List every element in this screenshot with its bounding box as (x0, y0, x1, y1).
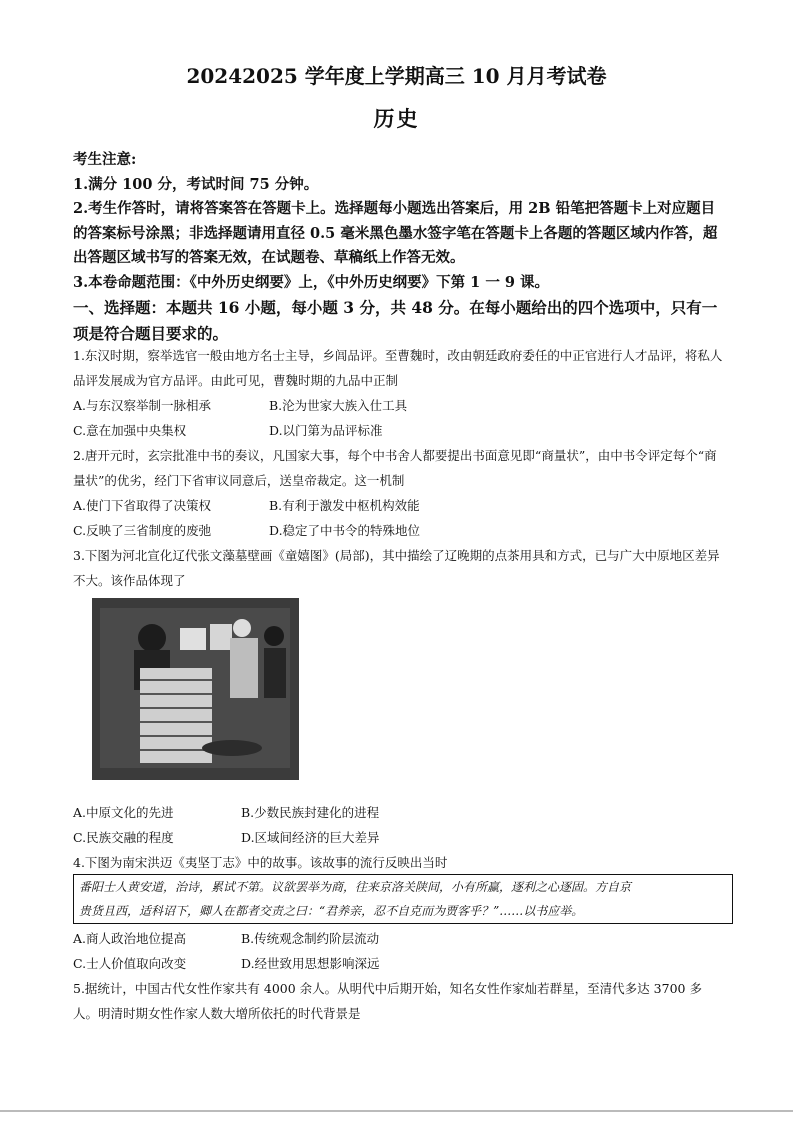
question-stem: 2.唐开元时，玄宗批准中书的奏议，凡国家大事，每个中书舍人都要提出书面意见即“商量状”，由中书令评定每个“商量状”的优劣，经门下省审议同意后，送皇帝裁定。这一机制 (73, 448, 717, 488)
option-b[interactable]: B.少数民族封建化的进程 (241, 805, 380, 820)
mural-illustration (92, 598, 299, 780)
options-row (73, 418, 723, 443)
option-d[interactable]: D.以门第为品评标准 (269, 423, 383, 438)
quote-line: 番阳士人黄安道，治诗，累试不第。议欲罢举为商，往来京洛关陕间，小有所赢，逐利之心逐固。方自京 (79, 880, 632, 894)
question-5 (73, 976, 723, 1026)
exam-notes (73, 148, 723, 295)
options-row (73, 518, 723, 543)
question-3-stem (73, 543, 723, 593)
options-row (73, 493, 723, 518)
question-stem: 1.东汉时期，察举选官一般由地方名士主导，乡闾品评。至曹魏时，改由朝廷政府委任的中正官进行人才品评，将私人品评发展成为官方品评。由此可见，曹魏时期的九品中正制 (73, 348, 723, 388)
mural-image (92, 598, 299, 780)
option-c[interactable]: C.意在加强中央集权 (73, 423, 187, 438)
note-item: 3.本卷命题范围：《中外历史纲要》上，《中外历史纲要》下第 1 一 9 课。 (73, 273, 550, 291)
note-item: 1.满分 100 分，考试时间 75 分钟。 (73, 175, 319, 193)
subject-title: 历史 (373, 106, 420, 131)
option-c[interactable]: C.反映了三省制度的废弛 (73, 523, 212, 538)
option-a[interactable]: A.与东汉察举制一脉相承 (73, 398, 212, 413)
question-4-stem (73, 850, 723, 875)
option-b[interactable]: B.有利于激发中枢机构效能 (269, 498, 420, 513)
option-b[interactable]: B.沦为世家大族入仕工具 (269, 398, 408, 413)
option-c[interactable]: C.民族交融的程度 (73, 830, 174, 845)
page-bottom-divider (0, 1110, 793, 1112)
question-stem: 5.据统计，中国古代女性作家共有 4000 余人。从明代中后期开始，知名女性作家灿若群星，至清代多达 3700 多人。明清时期女性作家人数大增所依托的时代背景是 (73, 981, 702, 1021)
option-d[interactable]: D.区域间经济的巨大差异 (241, 830, 380, 845)
option-a[interactable]: A.使门下省取得了决策权 (73, 498, 212, 513)
option-b[interactable]: B.传统观念制约阶层流动 (241, 931, 380, 946)
exam-title: 20242025 学年度上学期高三 10 月月考试卷 (186, 64, 607, 88)
section-heading: 一、选择题：本题共 16 小题，每小题 3 分，共 48 分。在每小题给出的四个选项中，只有一项是符合题目要求的。 (73, 298, 718, 343)
options-row (73, 800, 723, 825)
note-item: 2.考生作答时，请将答案答在答题卡上。选择题每小题选出答案后，用 2B 铅笔把答题卡上对应题目的答案标号涂黑；非选择题请用直径 0.5 毫米黑色墨水签字笔在答题卡上各题的答题区域内作答，超出答题区域书写的答案无效，在试题卷、草稿纸上作答无效。 (73, 200, 718, 266)
options-row (73, 825, 723, 850)
question-stem: 3.下图为河北宣化辽代张文藻墓壁画《童嬉图》(局部)，其中描绘了辽晚期的点茶用具和方式，已与广大中原地区差异不大。该作品体现了 (73, 548, 720, 588)
option-a[interactable]: A.中原文化的先进 (73, 805, 174, 820)
option-c[interactable]: C.士人价值取向改变 (73, 956, 187, 971)
options-row (73, 951, 723, 976)
option-a[interactable]: A.商人政治地位提高 (73, 931, 187, 946)
question-stem: 4.下图为南宋洪迈《夷坚丁志》中的故事。该故事的流行反映出当时 (73, 855, 448, 870)
options-row (73, 926, 723, 951)
notes-heading: 考生注意: (73, 151, 137, 168)
quote-line: 贵货且西，适科诏下，卿人在都者交责之曰：“君养亲，忍不自克而为贾客乎？”……以书应举。 (79, 904, 584, 918)
option-d[interactable]: D.经世致用思想影响深远 (241, 956, 380, 971)
options-row (73, 393, 723, 418)
option-d[interactable]: D.稳定了中书令的特殊地位 (269, 523, 421, 538)
question-4-options (73, 926, 723, 976)
question-2 (73, 443, 723, 543)
quote-box (73, 874, 733, 924)
question-3-options (73, 800, 723, 850)
question-1 (73, 343, 723, 443)
